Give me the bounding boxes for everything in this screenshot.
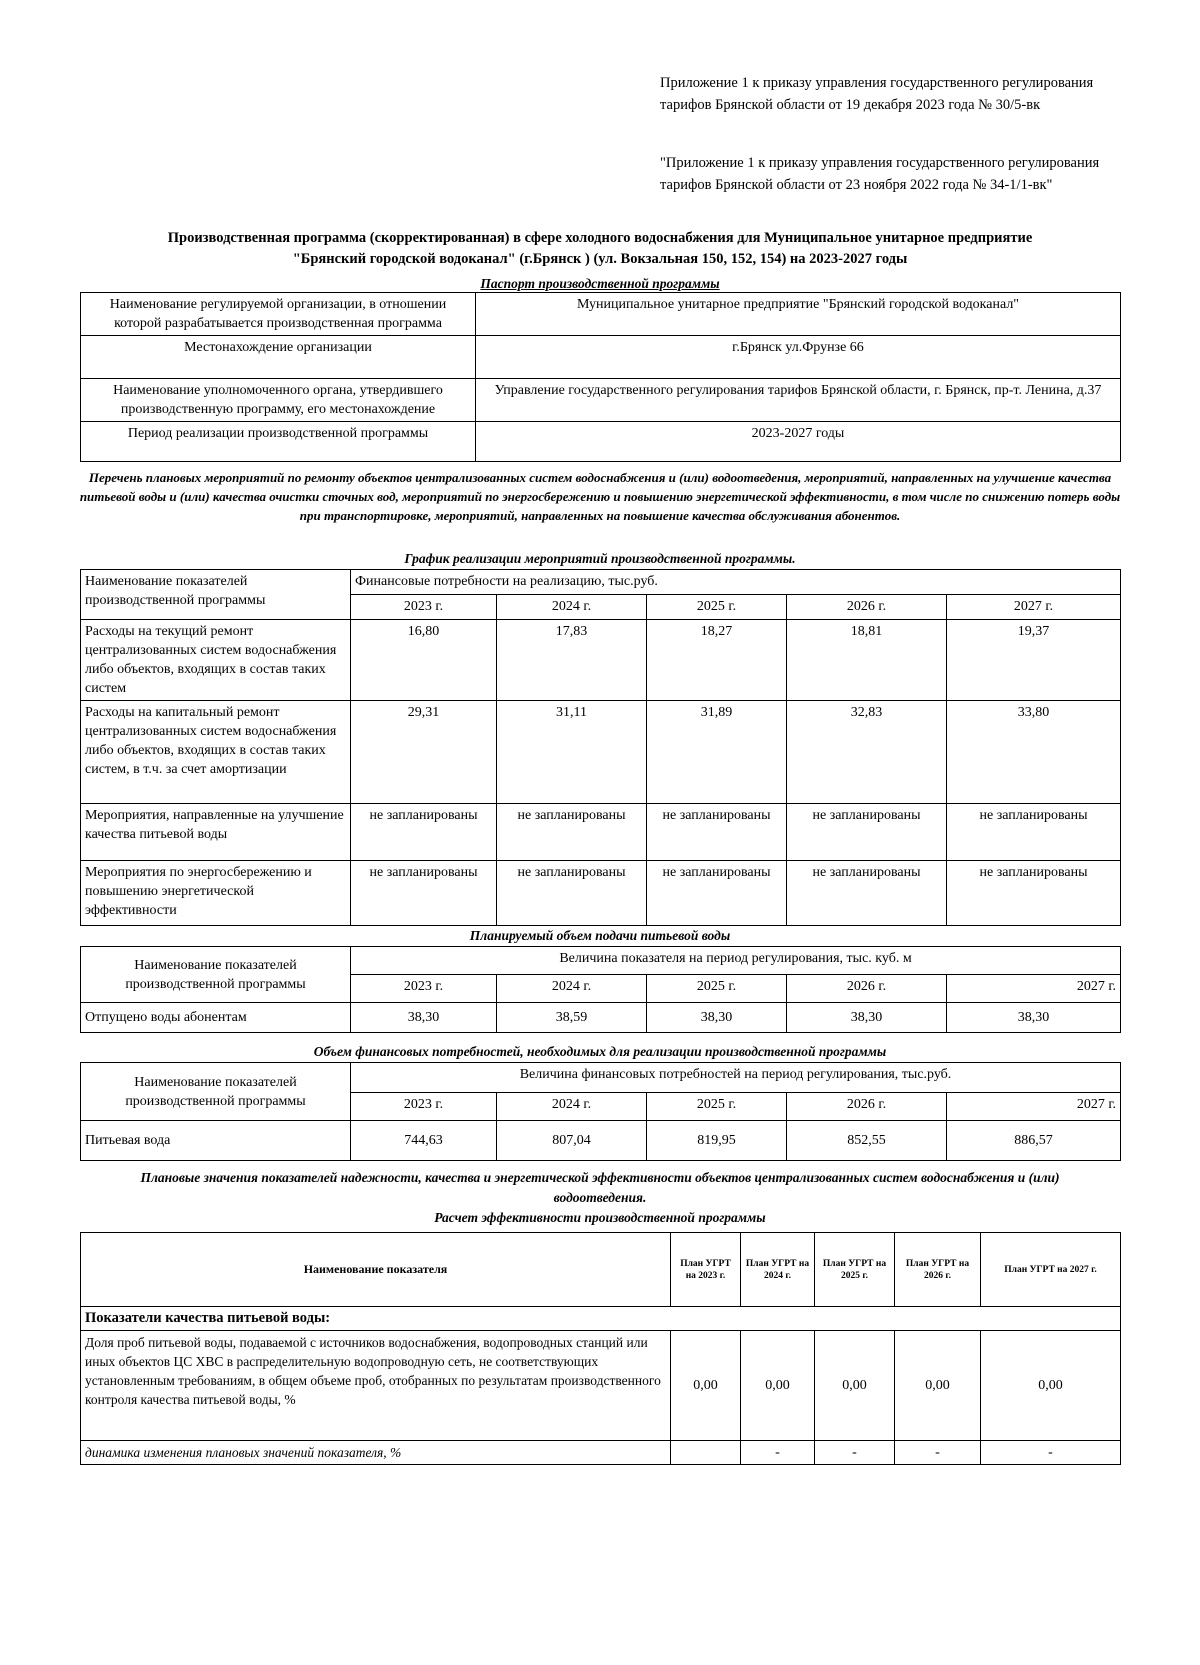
cell-value: 0,00 — [741, 1331, 815, 1441]
table-row — [81, 804, 1121, 861]
cell-value: 38,30 — [787, 1003, 947, 1033]
cell-value: 38,30 — [947, 1003, 1121, 1033]
cell-value: 807,04 — [497, 1121, 647, 1161]
table-row — [81, 336, 1121, 379]
finance-header-value: Величина финансовых потребностей на период регулирования, тыс.руб. — [351, 1063, 1121, 1093]
indicators-section-title: Показатели качества питьевой воды: — [81, 1307, 1121, 1331]
year-header: 2026 г. — [787, 595, 947, 620]
cell-value: не запланированы — [947, 804, 1121, 861]
cell-value: 0,00 — [671, 1331, 741, 1441]
document-title — [80, 228, 1120, 270]
measures-header-finance: Финансовые потребности на реализацию, тыс.руб. — [351, 570, 1121, 595]
cell-value: не запланированы — [947, 861, 1121, 926]
finance-header-name: Наименование показателей производственной программы — [81, 1063, 351, 1121]
cell-value: 31,11 — [497, 701, 647, 804]
passport-value: Управление государственного регулирования тарифов Брянской области, г. Брянск, пр-т. Ленина, д.37 — [476, 379, 1121, 422]
plan-header: План УГРТ на 2026 г. — [895, 1233, 981, 1307]
year-header: 2024 г. — [497, 595, 647, 620]
measures-table — [80, 569, 1121, 926]
year-header: 2027 г. — [947, 595, 1121, 620]
cell-value: - — [981, 1441, 1121, 1465]
table-row — [81, 293, 1121, 336]
year-header: 2024 г. — [497, 975, 647, 1003]
cell-value: 17,83 — [497, 620, 647, 701]
cell-value: не запланированы — [497, 861, 647, 926]
table-row — [81, 570, 1121, 595]
cell-value: не запланированы — [351, 804, 497, 861]
supply-caption: Планируемый объем подачи питьевой воды — [469, 928, 731, 943]
finance-caption: Объем финансовых потребностей, необходимых для реализации производственной программы — [313, 1044, 887, 1059]
cell-value: 38,59 — [497, 1003, 647, 1033]
row-label: Расходы на текущий ремонт централизованных систем водоснабжения либо объектов, входящих в состав таких систем — [81, 620, 351, 701]
cell-value: 886,57 — [947, 1121, 1121, 1161]
year-header: 2023 г. — [351, 1093, 497, 1121]
year-header: 2025 г. — [647, 1093, 787, 1121]
measures-caption: Перечень плановых мероприятий по ремонту объектов централизованных систем водоснабжения и (или) водоотведения, мероприятий, направленных на улучшение качества питьевой воды и (или) качества очистки сточных вод, мероприятий по энергосбережению и повышению энергетической эффективности, в том числе по снижению потерь воды при транспортировке, мероприятий, направленных на повышение качества обслуживания абонентов. — [79, 470, 1121, 523]
cell-value: 18,81 — [787, 620, 947, 701]
year-header: 2027 г. — [947, 1093, 1121, 1121]
cell-value: 18,27 — [647, 620, 787, 701]
cell-value: 33,80 — [947, 701, 1121, 804]
year-header: 2025 г. — [647, 595, 787, 620]
plan-header: План УГРТ на 2023 г. — [671, 1233, 741, 1307]
cell-value: 0,00 — [895, 1331, 981, 1441]
table-row — [81, 422, 1121, 462]
measures-subcaption: График реализации мероприятий производственной программы. — [404, 551, 796, 566]
document-title-line1: Производственная программа (скорректированная) в сфере холодного водоснабжения для Муниципальное унитарное предприятие — [167, 230, 1033, 246]
cell-value: 29,31 — [351, 701, 497, 804]
cell-value: 16,80 — [351, 620, 497, 701]
cell-value: 744,63 — [351, 1121, 497, 1161]
supply-table — [80, 946, 1121, 1033]
supply-header-name: Наименование показателей производственной программы — [81, 947, 351, 1003]
indicators-header-name: Наименование показателя — [81, 1233, 671, 1307]
table-row — [81, 1121, 1121, 1161]
passport-value: 2023-2027 годы — [476, 422, 1121, 462]
cell-value: - — [741, 1441, 815, 1465]
cell-value: 38,30 — [647, 1003, 787, 1033]
table-row — [81, 620, 1121, 701]
indicators-subcaption: Расчет эффективности производственной программы — [434, 1210, 766, 1225]
passport-label: Наименование уполномоченного органа, утвердившего производственную программу, его местонахождение — [81, 379, 476, 422]
table-row — [81, 947, 1121, 975]
cell-value: 819,95 — [647, 1121, 787, 1161]
plan-header: План УГРТ на 2027 г. — [981, 1233, 1121, 1307]
cell-value: не запланированы — [497, 804, 647, 861]
table-row — [81, 1233, 1121, 1307]
table-row — [81, 1331, 1121, 1441]
table-row — [81, 379, 1121, 422]
row-label: Мероприятия, направленные на улучшение качества питьевой воды — [81, 804, 351, 861]
table-row — [81, 1003, 1121, 1033]
cell-value: - — [815, 1441, 895, 1465]
cell-value: не запланированы — [787, 804, 947, 861]
table-row — [81, 1063, 1121, 1093]
year-header: 2023 г. — [351, 595, 497, 620]
cell-value: не запланированы — [647, 861, 787, 926]
cell-value: 31,89 — [647, 701, 787, 804]
year-header: 2024 г. — [497, 1093, 647, 1121]
plan-header: План УГРТ на 2024 г. — [741, 1233, 815, 1307]
cell-value: - — [895, 1441, 981, 1465]
finance-table — [80, 1062, 1121, 1161]
year-header: 2027 г. — [947, 975, 1121, 1003]
cell-value — [671, 1441, 741, 1465]
annex-reference-first: Приложение 1 к приказу управления государственного регулирования тарифов Брянской области от 19 декабря 2023 года № 30/5-вк — [660, 75, 1094, 113]
indicators-table — [80, 1232, 1121, 1465]
row-label: Питьевая вода — [81, 1121, 351, 1161]
cell-value: не запланированы — [787, 861, 947, 926]
cell-value: 19,37 — [947, 620, 1121, 701]
cell-value: 0,00 — [815, 1331, 895, 1441]
table-row — [81, 1441, 1121, 1465]
table-row — [81, 701, 1121, 804]
table-row — [81, 861, 1121, 926]
cell-value: не запланированы — [351, 861, 497, 926]
document-title-line2: "Брянский городской водоканал" (г.Брянск ) (ул. Вокзальная 150, 152, 154) на 2023-2027 годы — [292, 251, 908, 267]
cell-value: не запланированы — [647, 804, 787, 861]
supply-header-value: Величина показателя на период регулирования, тыс. куб. м — [351, 947, 1121, 975]
passport-label: Местонахождение организации — [81, 336, 476, 379]
cell-value: 38,30 — [351, 1003, 497, 1033]
row-label: динамика изменения плановых значений показателя, % — [81, 1441, 671, 1465]
year-header: 2026 г. — [787, 975, 947, 1003]
indicators-caption: Плановые значения показателей надежности, качества и энергетической эффективности объектов централизованных систем водоснабжения и (или) водоотведения. — [140, 1170, 1060, 1205]
cell-value: 0,00 — [981, 1331, 1121, 1441]
passport-label: Период реализации производственной программы — [81, 422, 476, 462]
year-header: 2023 г. — [351, 975, 497, 1003]
table-row — [81, 1307, 1121, 1331]
passport-value: г.Брянск ул.Фрунзе 66 — [476, 336, 1121, 379]
row-label: Расходы на капитальный ремонт централизованных систем водоснабжения либо объектов, входящих в состав таких систем, в т.ч. за счет амортизации — [81, 701, 351, 804]
annex-reference-second: "Приложение 1 к приказу управления государственного регулирования тарифов Брянской области от 23 ноября 2022 года № 34-1/1-вк" — [660, 155, 1100, 193]
year-header: 2025 г. — [647, 975, 787, 1003]
cell-value: 852,55 — [787, 1121, 947, 1161]
year-header: 2026 г. — [787, 1093, 947, 1121]
measures-header-name: Наименование показателей производственной программы — [81, 570, 351, 620]
row-label: Отпущено воды абонентам — [81, 1003, 351, 1033]
passport-value: Муниципальное унитарное предприятие "Брянский городской водоканал" — [476, 293, 1121, 336]
cell-value: 32,83 — [787, 701, 947, 804]
plan-header: План УГРТ на 2025 г. — [815, 1233, 895, 1307]
passport-table — [80, 292, 1121, 462]
passport-caption: Паспорт производственной программы — [480, 276, 720, 291]
row-label: Мероприятия по энергосбережению и повышению энергетической эффективности — [81, 861, 351, 926]
passport-label: Наименование регулируемой организации, в отношении которой разрабатывается производственная программа — [81, 293, 476, 336]
row-label: Доля проб питьевой воды, подаваемой с источников водоснабжения, водопроводных станций или иных объектов ЦС ХВС в распределительную водопроводную сеть, не соответствующих установленным требованиям, в общем объеме проб, отобранных по результатам производственного контроля качества питьевой воды, % — [81, 1331, 671, 1441]
